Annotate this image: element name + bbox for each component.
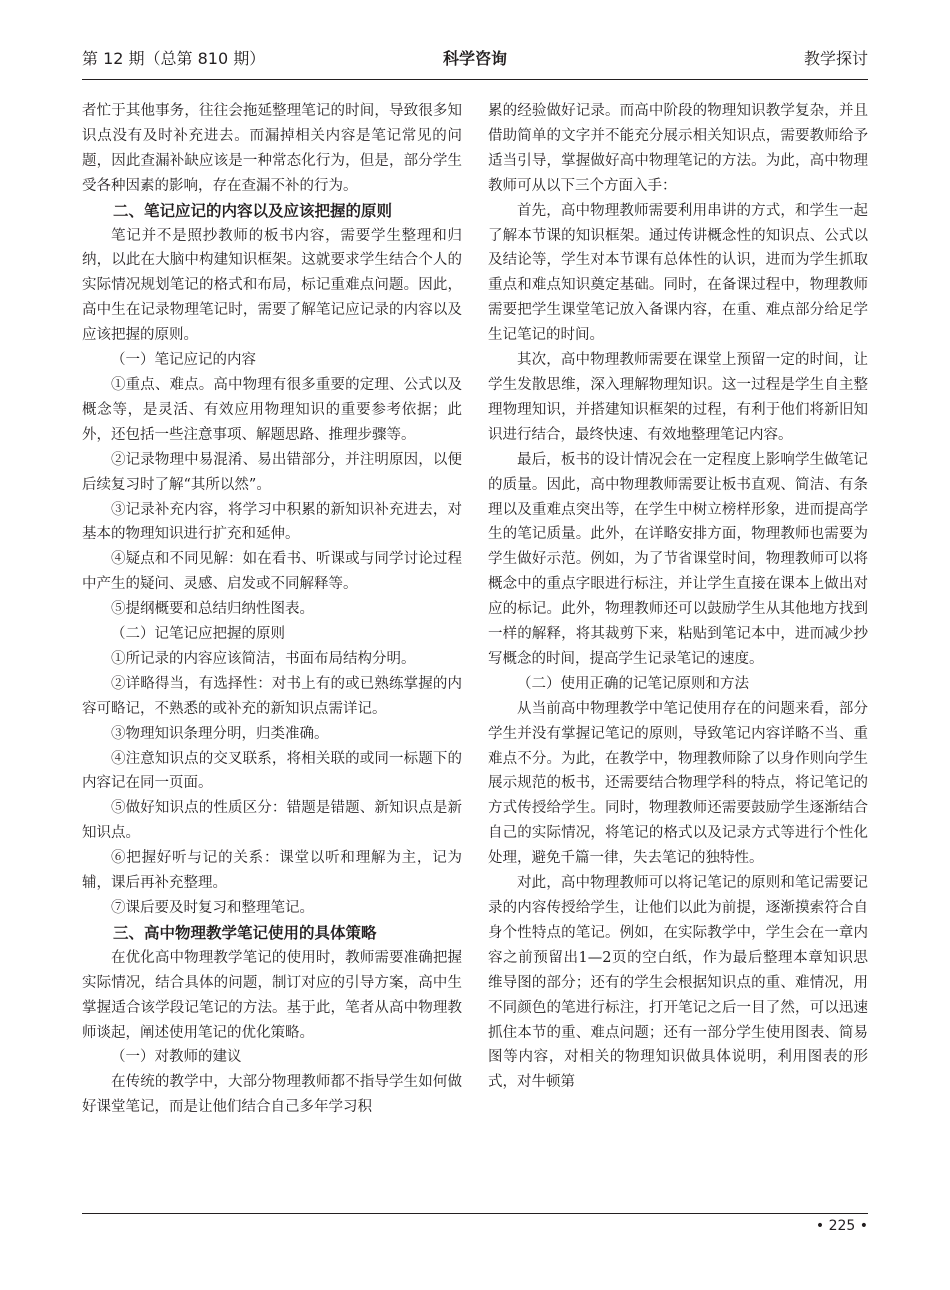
- paragraph: ⑦课后要及时复习和整理笔记。: [111, 900, 314, 916]
- paragraph: 累的经验做好记录。而高中阶段的物理知识教学复杂，并且借助简单的文字并不能充分展示相关知识点，需要教师给予适当引导，掌握做好高中物理笔记的方法。为此，高中物理教师可从以下三个方面入手：: [488, 103, 868, 194]
- paragraph: ④疑点和不同见解：如在看书、听课或与同学讨论过程中产生的疑问、灵感、启发或不同解释等。: [82, 551, 462, 593]
- paragraph: ②详略得当，有选择性：对书上有的或已熟练掌握的内容可略记，不熟悉的或补充的新知识点需详记。: [82, 675, 462, 717]
- section-name: 教学探讨: [803, 49, 868, 68]
- journal-title: 科学咨询: [442, 49, 507, 68]
- right-column: [488, 99, 868, 1095]
- left-column: [82, 99, 462, 1120]
- paragraph: 从当前高中物理教学中笔记使用存在的问题来看，部分学生并没有掌握记笔记的原则，导致笔记内容详略不当、重难点不分。为此，在教学中，物理教师除了以身作则向学生展示规范的板书，还需要结合物理学科的特点，将记笔记的方式传授给学生。同时，物理教师还需要鼓励学生逐渐结合自己的实际情况，将笔记的格式以及记录方式等进行个性化处理，避免千篇一律，失去笔记的独特性。: [488, 700, 868, 867]
- paragraph: 在传统的教学中，大部分物理教师都不指导学生如何做好课堂笔记，而是让他们结合自己多年学习积: [82, 1074, 462, 1116]
- paragraph: 首先，高中物理教师需要利用串讲的方式，和学生一起了解本节课的知识框架。通过传讲概念性的知识点、公式以及结论等，学生对本节课有总体性的认识，进而为学生抓取重点和难点知识奠定基础。同时，在备课过程中，物理教师需要把学生课堂笔记放入备课内容，在重、难点部分给足学生记笔记的时间。: [488, 202, 868, 344]
- section-heading: 二、笔记应记的内容以及应该把握的原则: [113, 201, 393, 220]
- paragraph: ⑤做好知识点的性质区分：错题是错题、新知识点是新知识点。: [82, 800, 462, 842]
- running-header: [82, 46, 868, 76]
- paragraph: 者忙于其他事务，往往会拖延整理笔记的时间，导致很多知识点没有及时补充进去。而漏掉相关内容是笔记常见的问题，因此查漏补缺应该是一种常态化行为，但是，部分学生受各种因素的影响，存在查漏不补的行为。: [82, 103, 462, 194]
- paragraph: 在优化高中物理教学笔记的使用时，教师需要准确把握实际情况，结合具体的问题，制订对应的引导方案，高中生掌握适合该学段记笔记的方法。基于此，笔者从高中物理教师谈起，阐述使用笔记的优化策略。: [82, 949, 462, 1041]
- header-rule: [82, 79, 868, 80]
- paragraph: ①重点、难点。高中物理有很多重要的定理、公式以及概念等，是灵活、有效应用物理知识的重要参考依据；此外，还包括一些注意事项、解题思路、推理步骤等。: [82, 376, 462, 443]
- paragraph: ③物理知识条理分明，归类准确。: [111, 725, 329, 742]
- paragraph: 其次，高中物理教师需要在课堂上预留一定的时间，让学生发散思维，深入理解物理知识。这一过程是学生自主整理物理知识，并搭建知识框架的过程，有利于他们将新旧知识进行结合，最终快速、有效地整理笔记内容。: [488, 352, 868, 443]
- subsection-heading: （二）记笔记应把握的原则: [111, 626, 285, 643]
- paragraph: ②记录物理中易混淆、易出错部分，并注明原因，以便后续复习时了解“其所以然”。: [82, 451, 462, 493]
- paragraph: ④注意知识点的交叉联系，将相关联的或同一标题下的内容记在同一页面。: [82, 750, 462, 792]
- subsection-heading: （一）对教师的建议: [111, 1049, 242, 1066]
- section-heading: 三、高中物理教学笔记使用的具体策略: [113, 923, 377, 942]
- paragraph: ⑤提纲概要和总结归纳性图表。: [111, 601, 314, 618]
- paragraph: ①所记录的内容应该简洁，书面布局结构分明。: [111, 650, 416, 667]
- footer-rule: [82, 1213, 868, 1214]
- subsection-heading: （一）笔记应记的内容: [111, 352, 256, 369]
- subsection-heading: （二）使用正确的记笔记原则和方法: [517, 675, 749, 692]
- paragraph: 最后，板书的设计情况会在一定程度上影响学生做笔记的质量。因此，高中物理教师需要让板书直观、简洁、有条理以及重难点突出等，在学生中树立榜样形象，进而提高学生的笔记质量。此外，在详略安排方面，物理教师也需要为学生做好示范。例如，为了节省课堂时间，物理教师可以将概念中的重点字眼进行标注，并让学生直接在课本上做出对应的标记。此外，物理教师还可以鼓励学生从其他地方找到一样的解释，将其裁剪下来，粘贴到笔记本中，进而减少抄写概念的时间，提高学生记录笔记的速度。: [488, 451, 868, 667]
- paragraph: 对此，高中物理教师可以将记笔记的原则和笔记需要记录的内容传授给学生，让他们以此为前提，逐渐摸索符合自身个性特点的笔记。例如，在实际教学中，学生会在一章内容之前预留出1—2页的空白纸，作为最后整理本章知识思维导图的部分；还有的学生会根据知识点的重、难情况，用不同颜色的笔进行标注，打开笔记之后一目了然，可以迅速抓住本节的重、难点问题；还有一部分学生使用图表、简易图等内容，对相关的物理知识做具体说明，利用图表的形式，对牛顿第: [488, 875, 868, 1091]
- paragraph: ③记录补充内容，将学习中积累的新知识补充进去，对基本的物理知识进行扩充和延伸。: [82, 501, 462, 543]
- page-number: • 225 •: [815, 1218, 868, 1234]
- issue-number: 第 12 期（总第 810 期）: [82, 49, 266, 68]
- paragraph: 笔记并不是照抄教师的板书内容，需要学生整理和归纳，以此在大脑中构建知识框架。这就要求学生结合个人的实际情况规划笔记的格式和布局，标记重难点问题。因此，高中生在记录物理笔记时，需要了解笔记应记录的内容以及应该把握的原则。: [82, 227, 462, 344]
- paragraph: ⑥把握好听与记的关系：课堂以听和理解为主，记为辅，课后再补充整理。: [82, 850, 462, 892]
